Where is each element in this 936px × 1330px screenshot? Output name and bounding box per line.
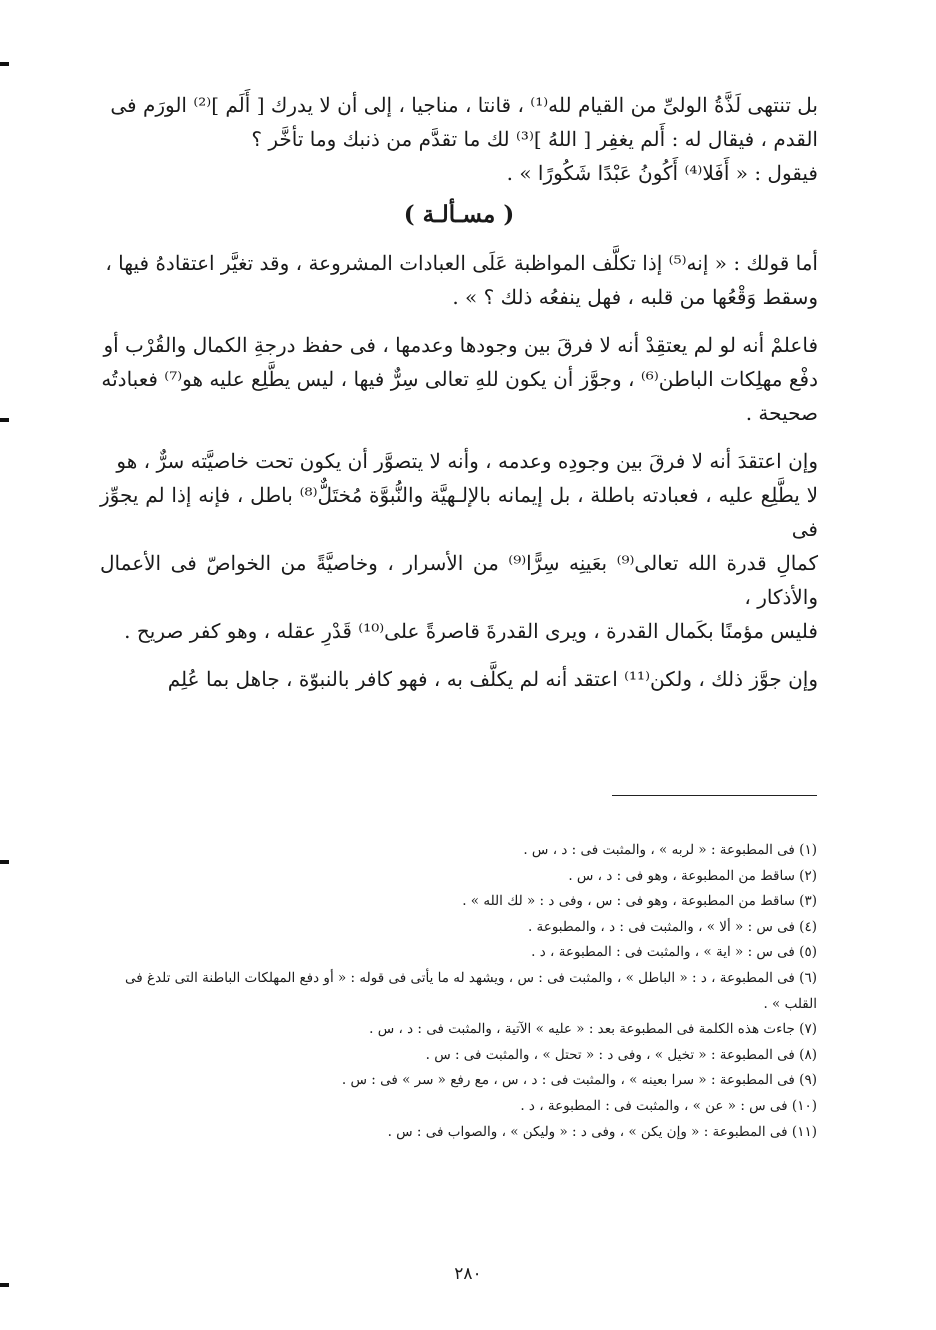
footnote: (١٠) فى س : « عن » ، والمثبت فى : المطبوعة ، د . <box>520 1097 817 1114</box>
footnote: (٨) فى المطبوعة : « تخيل » ، وفى د : « تحتل » ، والمثبت فى : س . <box>425 1046 817 1063</box>
text-line: وإن جوَّز ذلك ، ولكن⁽¹¹⁾ اعتقد أنه لم يكلَّف به ، فهو كافر بالنبوّة ، جاهل بما عُلِم <box>167 667 818 691</box>
section-heading: ( مسـألـة ) <box>403 201 515 228</box>
text-line: وسقط وَقْعُها من قلبه ، فهل ينفعُه ذلك ؟ » . <box>452 285 818 309</box>
main-text <box>100 88 818 696</box>
text-line: لا يطَّلِع عليه ، فعبادته باطلة ، بل إيمانه بالإلـهيَّة والنُّبوَّة مُختَلٌّ⁽⁸⁾ باطل ، فإنه إذا لم يجوِّز فى <box>100 483 818 541</box>
text-line: بل تنتهى لَذَّةُ الولىِّ من القيام لله⁽¹⁾ ، قانتا ، مناجيا ، إلى أن لا يدرك [ أَلَم ]⁽²⁾ الورَم فى <box>110 93 818 117</box>
footnote: (١) فى المطبوعة : « لربه » ، والمثبت فى : د ، س . <box>523 842 817 858</box>
footnote: (٥) فى س : « اية » ، والمثبت فى : المطبوعة ، د . <box>531 944 817 961</box>
text-line: كمالِ قدرة الله تعالى⁽⁹⁾ بعَينِه سِرًّا⁽⁹⁾ من الأسرار ، وخاصيَّةً من الخواصّ فى الأعمال والأذكار ، <box>100 551 818 609</box>
scan-edge-mark <box>0 418 9 422</box>
footnote: (٦) فى المطبوعة ، د : « الباطل » ، والمثبت فى : س ، ويشهد له ما يأتى فى قوله : « أو دفع المهلكات الباطنة التى تلدغ فى القلب » . <box>125 969 817 1012</box>
footnote: (٩) فى المطبوعة : « سرا بعينه » ، والمثبت فى : د ، س ، مع رفع « سر » فى : س . <box>341 1072 817 1089</box>
footnote: (٧) جاءت هذه الكلمة فى المطبوعة بعد : « عليه » الآتية ، والمثبت فى : د ، س . <box>369 1021 817 1038</box>
text-line: القدم ، فيقال له : أَلم يغفِر [ اللهُ ]⁽³⁾ لك ما تقدَّم من ذنبك وما تأخَّر ؟ <box>251 127 818 151</box>
text-line: فليس مؤمنًا بكَمال القدرة ، ويرى القدرةَ قاصرةً على⁽¹⁰⁾ قَدْرِ عقله ، وهو كفر صريح . <box>124 619 818 643</box>
page-number: ٢٨٠ <box>454 1264 482 1284</box>
scan-edge-mark <box>0 62 9 66</box>
text-line: فيقول : « أَفَلا⁽⁴⁾ أَكُونُ عَبْدًا شَكُورًا » . <box>506 161 818 185</box>
footnote: (٢) ساقط من المطبوعة ، وهو فى : د ، س . <box>568 867 817 884</box>
scan-edge-mark <box>0 860 9 864</box>
text-line: دفْع مهلِكات الباطن⁽⁶⁾ ، وجوَّز أن يكون للهِ تعالى سِرٌّ فيها ، ليس يطَّلِع عليه هو⁽⁷⁾ فعبادتُه <box>101 367 818 391</box>
footnote: (١١) فى المطبوعة : « وإن يكن » ، وفى د : « وليكن » ، والصواب فى : س . <box>387 1123 817 1140</box>
footnote: (٤) فى س : « ألا » ، والمثبت فى : د ، والمطبوعة . <box>527 918 817 935</box>
footnote: (٣) ساقط من المطبوعة ، وهو فى : س ، وفى د : « لك الله » . <box>462 893 817 910</box>
footnote-divider <box>612 795 817 796</box>
text-line: صحيحة . <box>745 401 818 425</box>
text-line: وإن اعتقدَ أنه لا فرقَ بين وجودِه وعدمه ، وأنه لا يتصوَّر أن يكون تحت خاصيَّته سرٌّ ، هو <box>116 449 818 473</box>
text-line: فاعلمْ أنه لو لم يعتقِدْ أنه لا فرقَ بين وجودها وعدمها ، فى حفظ درجةِ الكمال والقُرْب أو <box>103 333 818 357</box>
footnotes <box>95 838 817 1145</box>
text-line: أما قولك : « إنه⁽⁵⁾ إذا تكلَّف المواظبة عَلَى العبادات المشروعة ، وقد تغيَّر اعتقادهُ فيها ، <box>105 251 818 275</box>
